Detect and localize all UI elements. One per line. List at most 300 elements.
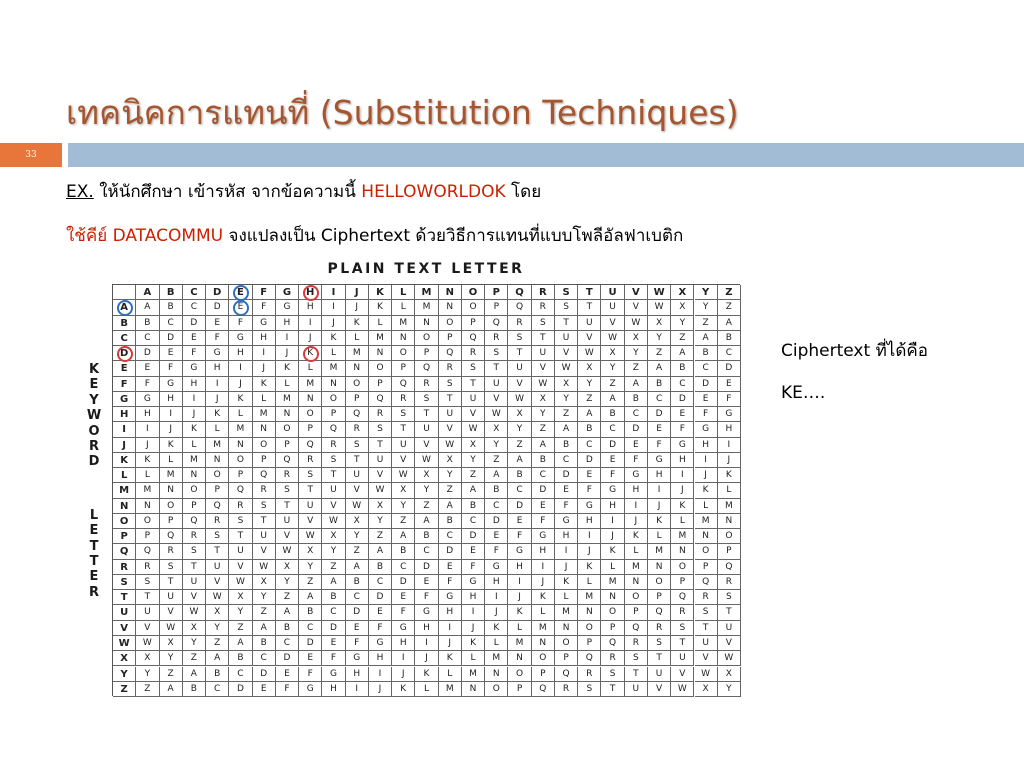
table-cell: F xyxy=(601,468,624,483)
table-cell: V xyxy=(532,361,555,376)
table-cell: W xyxy=(508,392,531,407)
table-cell: B xyxy=(136,316,159,331)
table-cell: Z xyxy=(625,361,648,376)
instruction-text-end: โดย xyxy=(505,182,542,202)
table-cell: G xyxy=(160,377,183,392)
table-cell: Y xyxy=(601,361,624,376)
table-cell: U xyxy=(415,422,438,437)
table-cell: U xyxy=(508,361,531,376)
table-cell: R xyxy=(648,621,671,636)
table-cell: Y xyxy=(322,544,345,559)
table-cell: Z xyxy=(415,499,438,514)
table-cell: I xyxy=(671,468,694,483)
table-cell: Q xyxy=(253,468,276,483)
table-cell: M xyxy=(415,300,438,315)
plain-letter-header: M xyxy=(415,285,438,300)
table-cell: J xyxy=(392,667,415,682)
table-cell: K xyxy=(718,468,741,483)
table-cell: H xyxy=(695,438,718,453)
keyword-label-char: T xyxy=(89,538,99,554)
table-cell: Q xyxy=(695,575,718,590)
table-cell: U xyxy=(160,590,183,605)
table-cell: S xyxy=(625,651,648,666)
table-cell: F xyxy=(555,499,578,514)
keyword-letter-header: D xyxy=(113,346,136,361)
table-cell: C xyxy=(671,377,694,392)
table-cell: Z xyxy=(369,529,392,544)
table-cell: Z xyxy=(183,651,206,666)
keyword-letter-header: N xyxy=(113,499,136,514)
table-cell: Z xyxy=(508,438,531,453)
table-cell: K xyxy=(299,346,322,361)
table-cell: E xyxy=(648,422,671,437)
table-cell: G xyxy=(346,651,369,666)
table-cell: N xyxy=(392,331,415,346)
table-cell: W xyxy=(183,605,206,620)
table-cell: D xyxy=(671,392,694,407)
table-cell: A xyxy=(206,651,229,666)
table-cell: H xyxy=(555,529,578,544)
table-cell: S xyxy=(276,483,299,498)
table-cell: C xyxy=(253,651,276,666)
table-cell: V xyxy=(601,316,624,331)
table-cell: G xyxy=(299,682,322,697)
table-cell: T xyxy=(439,392,462,407)
table-cell: Q xyxy=(415,361,438,376)
table-cell: Q xyxy=(160,529,183,544)
table-cell: J xyxy=(578,544,601,559)
table-cell: P xyxy=(532,667,555,682)
table-cell: Y xyxy=(346,529,369,544)
table-cell: Z xyxy=(253,605,276,620)
table-cell: Y xyxy=(299,560,322,575)
table-cell: H xyxy=(253,331,276,346)
table-cell: H xyxy=(136,407,159,422)
table-cell: V xyxy=(462,407,485,422)
table-cell: C xyxy=(578,438,601,453)
table-cell: B xyxy=(346,575,369,590)
table-cell: G xyxy=(601,483,624,498)
table-cell: U xyxy=(369,453,392,468)
table-cell: J xyxy=(648,499,671,514)
plain-letter-header: R xyxy=(532,285,555,300)
table-cell: S xyxy=(508,331,531,346)
table-cell: I xyxy=(578,529,601,544)
table-cell: S xyxy=(160,560,183,575)
table-cell: E xyxy=(485,529,508,544)
plaintext-message: HELLOWORLDOK xyxy=(361,182,506,202)
table-cell: M xyxy=(485,651,508,666)
table-cell: S xyxy=(299,468,322,483)
table-cell: T xyxy=(392,422,415,437)
table-cell: O xyxy=(346,377,369,392)
table-cell: Y xyxy=(648,331,671,346)
table-cell: G xyxy=(671,438,694,453)
table-cell: T xyxy=(299,483,322,498)
table-cell: A xyxy=(462,483,485,498)
table-cell: I xyxy=(485,590,508,605)
table-cell: X xyxy=(508,407,531,422)
table-cell: U xyxy=(229,544,252,559)
table-cell: X xyxy=(555,377,578,392)
table-cell: W xyxy=(578,346,601,361)
keyword-label-char: O xyxy=(88,423,100,439)
table-cell: R xyxy=(392,392,415,407)
instruction-line-2 xyxy=(66,222,683,249)
table-cell: X xyxy=(392,483,415,498)
table-cell: C xyxy=(299,621,322,636)
table-cell: J xyxy=(555,560,578,575)
table-cell: K xyxy=(136,453,159,468)
table-cell: T xyxy=(206,544,229,559)
table-cell: L xyxy=(508,621,531,636)
table-cell: T xyxy=(229,529,252,544)
table-cell: N xyxy=(439,300,462,315)
keyword-letter-header: F xyxy=(113,377,136,392)
table-cell: F xyxy=(415,590,438,605)
table-cell: R xyxy=(532,300,555,315)
table-cell: N xyxy=(229,438,252,453)
table-cell: I xyxy=(648,483,671,498)
table-cell: G xyxy=(369,636,392,651)
keyword-letter-header: X xyxy=(113,651,136,666)
table-cell: L xyxy=(671,514,694,529)
table-cell: N xyxy=(648,560,671,575)
table-cell: Q xyxy=(392,377,415,392)
table-cell: K xyxy=(369,300,392,315)
table-cell: D xyxy=(392,575,415,590)
table-cell: T xyxy=(578,300,601,315)
table-cell: O xyxy=(718,529,741,544)
table-cell: L xyxy=(532,605,555,620)
table-cell: W xyxy=(485,407,508,422)
keyword-letter-header: K xyxy=(113,453,136,468)
table-cell: D xyxy=(206,300,229,315)
table-cell: E xyxy=(229,300,252,315)
table-cell: J xyxy=(671,483,694,498)
table-cell: H xyxy=(671,453,694,468)
table-cell: E xyxy=(322,636,345,651)
table-cell: I xyxy=(415,636,438,651)
table-cell: U xyxy=(578,316,601,331)
plain-text-letter-label: PLAIN TEXT LETTER xyxy=(327,261,525,277)
table-cell: D xyxy=(229,682,252,697)
table-cell: X xyxy=(485,422,508,437)
table-cell: W xyxy=(415,453,438,468)
table-cell: U xyxy=(485,377,508,392)
table-cell: Q xyxy=(299,438,322,453)
table-cell: J xyxy=(299,331,322,346)
table-cell: I xyxy=(229,361,252,376)
key-label: ใช้คีย์ DATACOMMU xyxy=(66,226,224,246)
table-cell: D xyxy=(462,529,485,544)
table-cell: D xyxy=(369,590,392,605)
table-cell: W xyxy=(299,529,322,544)
instruction-text: ให้นักศึกษา เข้ารหัส จากข้อความนี้ xyxy=(93,182,362,202)
table-cell: U xyxy=(253,529,276,544)
table-cell: S xyxy=(206,529,229,544)
table-cell: H xyxy=(439,605,462,620)
table-cell: H xyxy=(369,651,392,666)
keyword-letter-header: U xyxy=(113,605,136,620)
table-cell: P xyxy=(322,407,345,422)
table-cell: F xyxy=(276,682,299,697)
table-cell: S xyxy=(671,621,694,636)
instruction-line-1 xyxy=(66,178,541,205)
table-cell: W xyxy=(555,361,578,376)
table-cell: M xyxy=(136,483,159,498)
table-cell: F xyxy=(485,544,508,559)
table-cell: F xyxy=(718,392,741,407)
table-cell: S xyxy=(369,422,392,437)
table-cell: L xyxy=(136,468,159,483)
table-cell: S xyxy=(136,575,159,590)
table-cell: E xyxy=(253,682,276,697)
table-cell: P xyxy=(625,605,648,620)
table-cell: V xyxy=(392,453,415,468)
plain-letter-header: D xyxy=(206,285,229,300)
table-cell: C xyxy=(462,514,485,529)
plain-letter-header: W xyxy=(648,285,671,300)
table-cell: K xyxy=(532,590,555,605)
table-cell: G xyxy=(648,453,671,468)
keyword-label-gap xyxy=(84,470,104,508)
plain-letter-header: E xyxy=(229,285,252,300)
table-cell: M xyxy=(392,316,415,331)
table-cell: W xyxy=(462,422,485,437)
table-cell: U xyxy=(439,407,462,422)
table-cell: P xyxy=(369,377,392,392)
table-cell: X xyxy=(136,651,159,666)
table-cell: P xyxy=(346,392,369,407)
table-cell: Z xyxy=(462,468,485,483)
keyword-letter-header: V xyxy=(113,621,136,636)
table-cell: H xyxy=(276,316,299,331)
table-cell: G xyxy=(462,575,485,590)
table-cell: Z xyxy=(439,483,462,498)
table-cell: Z xyxy=(718,300,741,315)
keyword-letter-header: A xyxy=(113,300,136,315)
plain-letter-header: Y xyxy=(695,285,718,300)
table-cell: D xyxy=(555,468,578,483)
keyword-letter-header: H xyxy=(113,407,136,422)
table-cell: U xyxy=(183,575,206,590)
table-cell: Y xyxy=(508,422,531,437)
keyword-letter-header: Y xyxy=(113,667,136,682)
table-cell: L xyxy=(695,499,718,514)
table-cell: E xyxy=(206,316,229,331)
table-cell: O xyxy=(601,605,624,620)
table-cell: C xyxy=(601,422,624,437)
table-cell: M xyxy=(462,667,485,682)
table-cell: I xyxy=(160,407,183,422)
table-cell: A xyxy=(183,667,206,682)
keyword-label-char: E xyxy=(89,569,99,585)
table-cell: G xyxy=(439,590,462,605)
table-cell: L xyxy=(206,422,229,437)
table-cell: D xyxy=(160,331,183,346)
table-cell: D xyxy=(415,560,438,575)
table-cell: V xyxy=(299,514,322,529)
plain-letter-header: Z xyxy=(718,285,741,300)
table-cell: M xyxy=(718,499,741,514)
table-cell: K xyxy=(415,667,438,682)
table-cell: N xyxy=(299,392,322,407)
table-cell: A xyxy=(299,590,322,605)
table-cell: M xyxy=(578,590,601,605)
keyword-letter-header: B xyxy=(113,316,136,331)
slide-title: เทคนิคการแทนที่ (Substitution Techniques) xyxy=(66,93,739,132)
table-cell: T xyxy=(346,453,369,468)
table-cell: T xyxy=(532,331,555,346)
table-cell: U xyxy=(532,346,555,361)
table-cell: K xyxy=(601,544,624,559)
table-cell: I xyxy=(718,438,741,453)
table-cell: X xyxy=(648,316,671,331)
table-cell: E xyxy=(625,438,648,453)
table-cell: H xyxy=(578,514,601,529)
table-cell: B xyxy=(160,300,183,315)
table-cell: X xyxy=(718,667,741,682)
table-cell: F xyxy=(160,361,183,376)
table-cell: G xyxy=(392,621,415,636)
table-cell: S xyxy=(415,392,438,407)
table-cell: P xyxy=(485,300,508,315)
table-cell: T xyxy=(601,682,624,697)
table-cell: O xyxy=(462,300,485,315)
table-cell: Q xyxy=(229,483,252,498)
table-cell: L xyxy=(299,361,322,376)
table-cell: O xyxy=(508,667,531,682)
table-cell: U xyxy=(718,621,741,636)
plain-letter-header: O xyxy=(462,285,485,300)
table-cell: X xyxy=(369,499,392,514)
table-cell: J xyxy=(253,361,276,376)
keyword-label-char: K xyxy=(88,362,100,377)
table-cell: V xyxy=(136,621,159,636)
table-cell: X xyxy=(601,346,624,361)
table-cell: D xyxy=(439,544,462,559)
table-cell: X xyxy=(578,361,601,376)
table-cell: R xyxy=(555,682,578,697)
table-cell: X xyxy=(462,438,485,453)
table-cell: Z xyxy=(532,422,555,437)
table-cell: T xyxy=(415,407,438,422)
table-cell: Z xyxy=(136,682,159,697)
plain-letter-header: G xyxy=(276,285,299,300)
plain-letter-header: N xyxy=(439,285,462,300)
table-cell: R xyxy=(718,575,741,590)
table-cell: G xyxy=(206,346,229,361)
table-cell: Y xyxy=(392,499,415,514)
table-cell: R xyxy=(415,377,438,392)
table-cell: Z xyxy=(346,544,369,559)
table-cell: A xyxy=(718,316,741,331)
table-cell: J xyxy=(601,529,624,544)
table-cell: T xyxy=(322,468,345,483)
table-cell: O xyxy=(671,560,694,575)
keyword-letter-header: G xyxy=(113,392,136,407)
table-cell: K xyxy=(508,605,531,620)
table-cell: J xyxy=(369,682,392,697)
table-cell: S xyxy=(229,514,252,529)
table-cell: L xyxy=(392,300,415,315)
keyword-letter-header: P xyxy=(113,529,136,544)
table-cell: U xyxy=(601,300,624,315)
table-cell: C xyxy=(555,453,578,468)
table-cell: X xyxy=(532,392,555,407)
table-cell: H xyxy=(183,377,206,392)
table-cell: M xyxy=(276,392,299,407)
table-cell: F xyxy=(136,377,159,392)
table-cell: J xyxy=(695,468,718,483)
table-cell: S xyxy=(439,377,462,392)
table-cell: K xyxy=(462,636,485,651)
table-cell: I xyxy=(299,316,322,331)
table-cell: A xyxy=(625,377,648,392)
table-cell: T xyxy=(671,636,694,651)
table-cell: I xyxy=(136,422,159,437)
table-cell: L xyxy=(625,544,648,559)
table-cell: T xyxy=(508,346,531,361)
table-cell: P xyxy=(136,529,159,544)
table-cell: F xyxy=(346,636,369,651)
table-cell: O xyxy=(532,651,555,666)
table-cell: R xyxy=(695,590,718,605)
table-cell: W xyxy=(532,377,555,392)
table-cell: D xyxy=(625,422,648,437)
table-cell: B xyxy=(183,682,206,697)
table-cell: M xyxy=(648,544,671,559)
table-cell: Z xyxy=(276,590,299,605)
table-cell: M xyxy=(625,560,648,575)
table-cell: B xyxy=(485,483,508,498)
table-cell: E xyxy=(160,346,183,361)
table-cell: I xyxy=(555,544,578,559)
table-cell: I xyxy=(183,392,206,407)
table-cell: D xyxy=(648,407,671,422)
table-cell: I xyxy=(508,575,531,590)
table-cell: I xyxy=(369,667,392,682)
table-cell: V xyxy=(508,377,531,392)
table-cell: Y xyxy=(206,621,229,636)
table-cell: G xyxy=(578,499,601,514)
table-cell: Q xyxy=(322,422,345,437)
table-cell: B xyxy=(229,651,252,666)
table-cell: N xyxy=(206,453,229,468)
table-cell: J xyxy=(462,621,485,636)
table-cell: J xyxy=(718,453,741,468)
table-cell: Q xyxy=(346,407,369,422)
table-cell: W xyxy=(695,667,718,682)
keyword-label-char: T xyxy=(89,553,99,569)
table-cell: K xyxy=(160,438,183,453)
table-cell: E xyxy=(183,331,206,346)
table-cell: Q xyxy=(369,392,392,407)
table-cell: C xyxy=(532,468,555,483)
table-cell: E xyxy=(415,575,438,590)
table-cell: H xyxy=(485,575,508,590)
table-cell: C xyxy=(508,483,531,498)
plain-letter-header: A xyxy=(136,285,159,300)
table-cell: W xyxy=(369,483,392,498)
table-cell: Z xyxy=(160,667,183,682)
table-cell: R xyxy=(299,453,322,468)
table-cell: L xyxy=(229,407,252,422)
keyword-letter-label xyxy=(84,362,104,600)
table-cell: N xyxy=(718,514,741,529)
keyword-letter-header: C xyxy=(113,331,136,346)
